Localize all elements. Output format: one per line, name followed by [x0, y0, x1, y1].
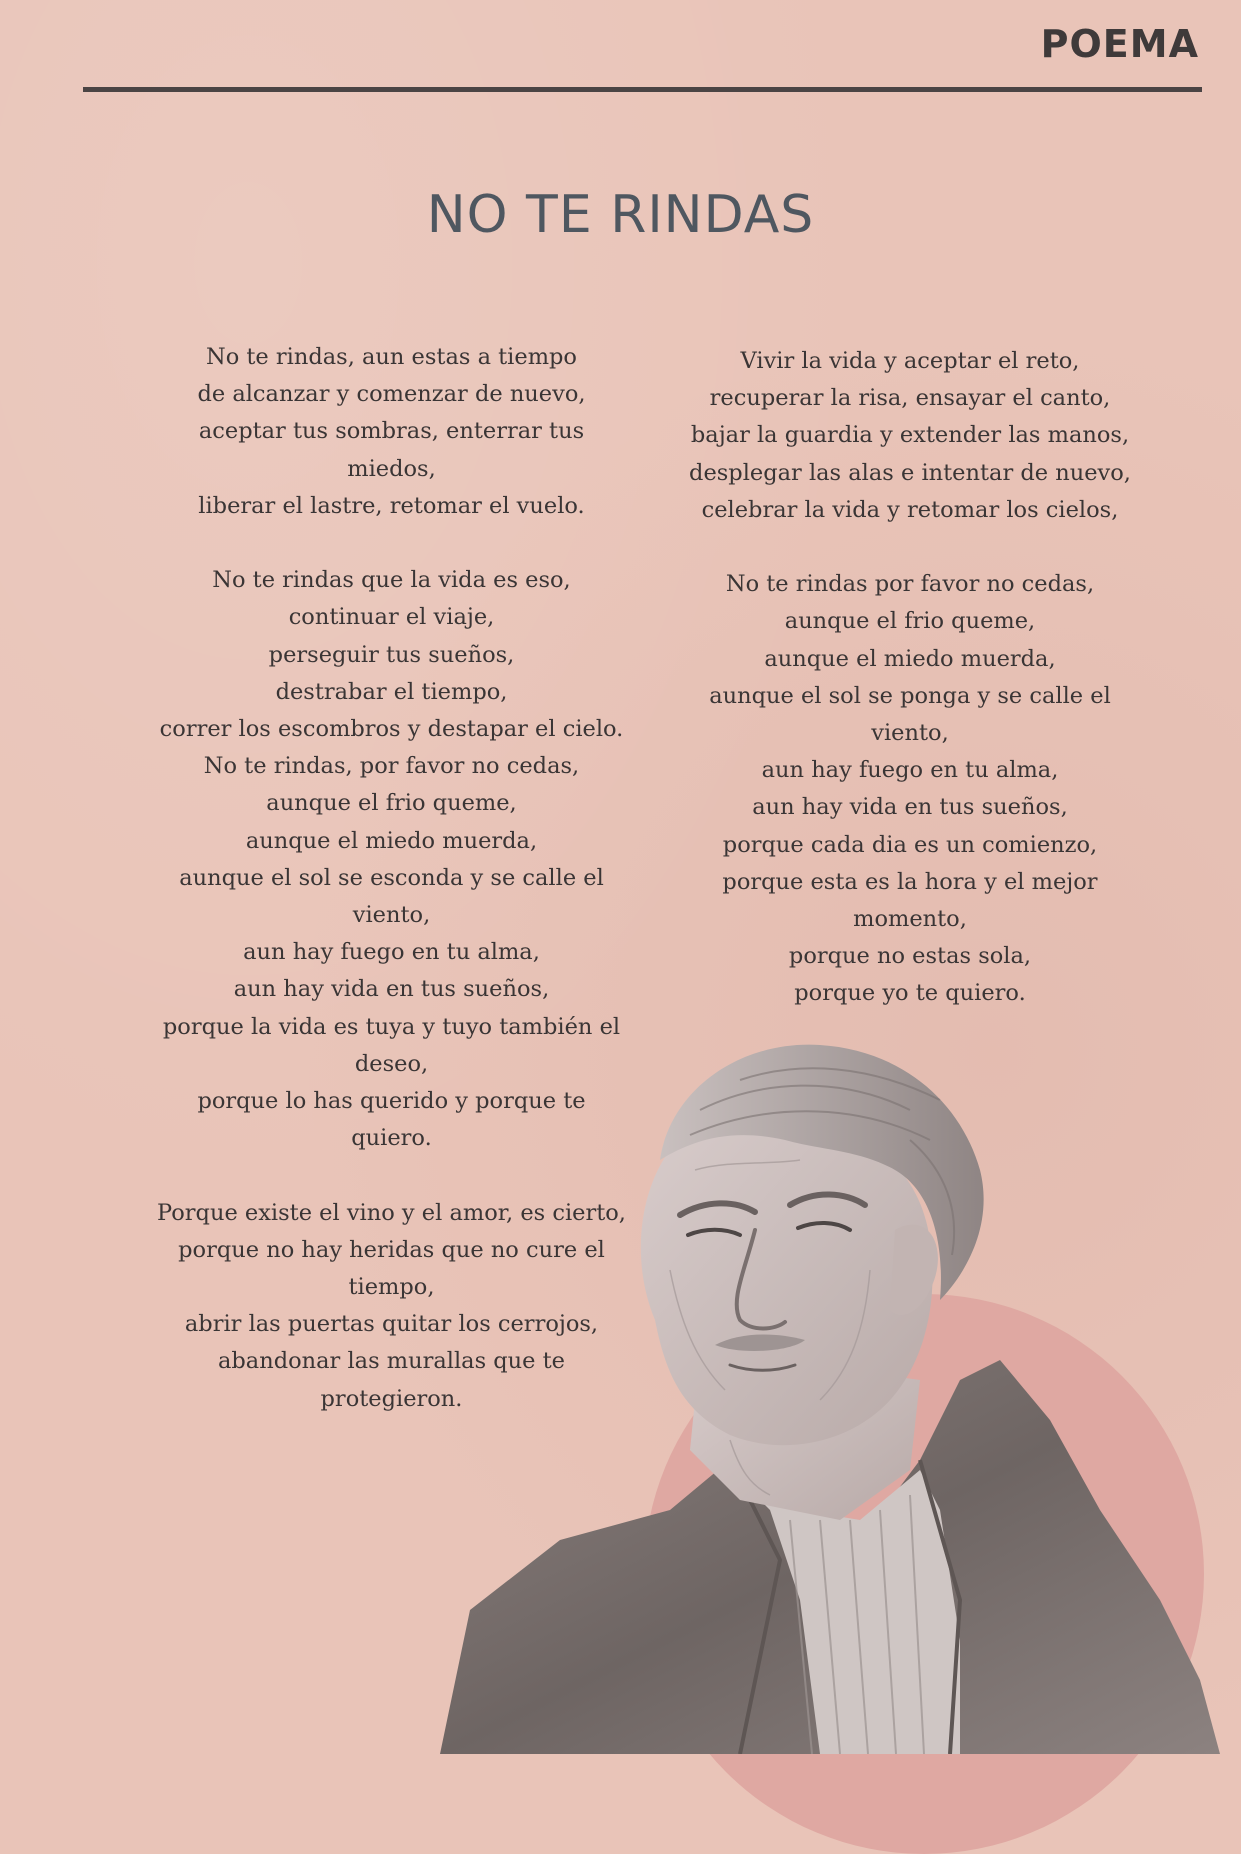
left-verse-line: aun hay fuego en tu alma, — [243, 939, 540, 966]
left-verse-line: porque la vida es tuya y tuyo también el — [162, 1013, 621, 1040]
section-label: POEMA — [1040, 22, 1199, 66]
right-verse-line: momento, — [853, 906, 967, 933]
right-verse-line: aun hay fuego en tu alma, — [761, 757, 1059, 784]
right-verse-line: viento, — [871, 720, 949, 747]
right-verse-line: desplegar las alas e intentar de nuevo, — [689, 459, 1131, 486]
right-verse-line: celebrar la vida y retomar los cielos, — [701, 496, 1119, 523]
left-verse-line: No te rindas, por favor no cedas, — [203, 753, 580, 780]
left-verse-line: deseo, — [354, 1050, 429, 1077]
right-verse-line: Vivir la vida y aceptar el reto, — [740, 348, 1080, 374]
right-verse-line: porque cada dia es un comienzo, — [722, 831, 1098, 858]
left-verse-line: protegieron. — [320, 1385, 463, 1412]
left-verse-line: porque lo has querido y porque te — [197, 1088, 586, 1115]
left-verse-line: de alcanzar y comenzar de nuevo, — [197, 381, 586, 408]
right-verse-line: aunque el sol se ponga y se calle el — [709, 682, 1111, 709]
left-verse-line: abandonar las murallas que te — [217, 1348, 565, 1375]
portrait-illustration — [440, 1040, 1241, 1754]
poem-right-column — [655, 343, 1165, 1013]
left-verse-line: aunque el miedo muerda, — [245, 827, 538, 854]
left-verse-line: viento, — [352, 902, 431, 929]
right-verse-line: aunque el frio queme, — [784, 608, 1036, 635]
left-verse-line: aceptar tus sombras, enterrar tus — [198, 418, 585, 445]
right-verse-line: recuperar la risa, ensayar el canto, — [709, 385, 1111, 412]
left-verse-line: correr los escombros y destapar el cielo. — [159, 716, 624, 743]
right-verse-line: aunque el miedo muerda, — [764, 645, 1056, 672]
left-verse-line: miedos, — [347, 455, 436, 482]
left-verse-line: aunque el frio queme, — [266, 790, 517, 817]
left-verse-line: destrabar el tiempo, — [275, 678, 508, 705]
left-verse-line: Porque existe el vino y el amor, es cierto, — [157, 1199, 626, 1226]
left-stanza-break — [130, 525, 653, 562]
right-verse-line: No te rindas por favor no cedas, — [725, 571, 1095, 598]
left-verse-line: No te rindas que la vida es eso, — [212, 567, 571, 594]
left-verse-line: quiero. — [351, 1125, 432, 1152]
right-verse-line: porque yo te quiero. — [794, 980, 1026, 1007]
right-verse-line: aun hay vida en tus sueños, — [752, 794, 1068, 821]
left-verse-line: aunque el sol se esconda y se calle el — [179, 864, 604, 891]
left-verse-line: tiempo, — [348, 1274, 435, 1301]
left-verse-line: abrir las puertas quitar los cerrojos, — [184, 1311, 599, 1338]
left-verse-line: porque no hay heridas que no cure el — [178, 1236, 605, 1263]
right-verse-line: porque esta es la hora y el mejor — [722, 868, 1098, 895]
left-verse-line: No te rindas, aun estas a tiempo — [206, 344, 577, 370]
poem-title: NO TE RINDAS — [426, 185, 815, 245]
right-verse-line: porque no estas sola, — [788, 943, 1032, 970]
right-verse-line: bajar la guardia y extender las manos, — [690, 422, 1130, 449]
left-verse-line: liberar el lastre, retomar el vuelo. — [198, 492, 585, 519]
left-verse-line: perseguir tus sueños, — [268, 641, 515, 668]
header-divider — [83, 87, 1202, 92]
left-verse-line: aun hay vida en tus sueños, — [233, 976, 550, 1003]
right-stanza-break — [655, 529, 1165, 566]
left-verse-line: continuar el viaje, — [288, 604, 495, 631]
